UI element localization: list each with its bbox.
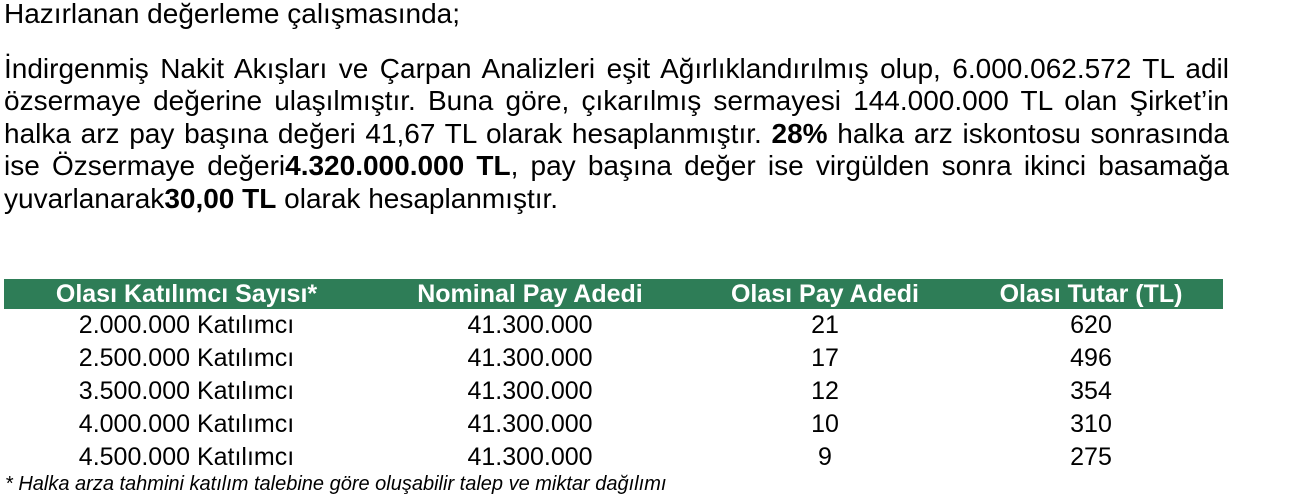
cell-participant-count: 2.000.000 Katılımcı: [78, 311, 295, 339]
cell-possible-amount: 275: [1070, 443, 1112, 471]
cell-possible-shares: 21: [811, 311, 839, 339]
cell-possible-shares: 10: [811, 410, 839, 438]
cell-nominal-shares: 41.300.000: [467, 344, 593, 372]
valuation-paragraph: [4, 53, 1229, 215]
header-nominal-shares: Nominal Pay Adedi: [369, 279, 691, 309]
cell-nominal-shares: 41.300.000: [467, 410, 593, 438]
cell-possible-shares: 12: [811, 377, 839, 405]
table-header-row: [4, 279, 1223, 309]
cell-participant-count: 4.000.000 Katılımcı: [78, 410, 295, 438]
cell-possible-amount: 620: [1070, 311, 1112, 339]
cell-participant-count: 2.500.000 Katılımcı: [78, 344, 295, 372]
table-row: [4, 375, 1223, 408]
table-row: [4, 309, 1223, 342]
table-footnote: * Halka arza tahmini katılım talebine göre oluşabilir talep ve miktar dağılımı: [5, 473, 667, 495]
paragraph-part-2: halka arz iskontosu sonrasında ise Özsermaye değeri: [4, 117, 1229, 182]
paragraph-part-4: olarak hesaplanmıştır.: [276, 182, 559, 214]
cell-possible-shares: 9: [818, 443, 832, 471]
cell-nominal-shares: 41.300.000: [467, 443, 593, 471]
cell-possible-amount: 354: [1070, 377, 1112, 405]
intro-text: Hazırlanan değerleme çalışmasında;: [4, 0, 461, 29]
table-row: [4, 342, 1223, 375]
header-possible-amount: Olası Tutar (TL): [959, 279, 1223, 309]
header-possible-shares: Olası Pay Adedi: [691, 279, 959, 309]
discount-rate: 28%: [771, 117, 828, 149]
participant-table: [4, 279, 1223, 474]
header-participant-count: Olası Katılımcı Sayısı*: [4, 279, 369, 309]
equity-value: 4.320.000.000 TL: [285, 150, 511, 182]
cell-possible-shares: 17: [811, 344, 839, 372]
table-row: [4, 441, 1223, 474]
cell-nominal-shares: 41.300.000: [467, 377, 593, 405]
participant-table-container: [4, 279, 1223, 474]
cell-participant-count: 4.500.000 Katılımcı: [78, 443, 295, 471]
paragraph-part-3: , pay başına değer ise virgülden sonra ikinci basamağa yuvarlanarak: [4, 150, 1230, 214]
cell-nominal-shares: 41.300.000: [467, 311, 593, 339]
share-value: 30,00 TL: [164, 182, 277, 214]
cell-participant-count: 3.500.000 Katılımcı: [78, 377, 295, 405]
paragraph-part-1: İndirgenmiş Nakit Akışları ve Çarpan Analizleri eşit Ağırlıklandırılmış olup, 6.000.062.572 TL adil özsermaye değerine ulaşılmıştır. Buna göre, çıkarılmış sermayesi 144.000.000 TL olan Şirket’in halka arz pay başına değeri 41,67 TL olarak hesaplanmıştır.: [4, 53, 1229, 149]
cell-possible-amount: 496: [1070, 344, 1112, 372]
table-row: [4, 408, 1223, 441]
cell-possible-amount: 310: [1070, 410, 1112, 438]
